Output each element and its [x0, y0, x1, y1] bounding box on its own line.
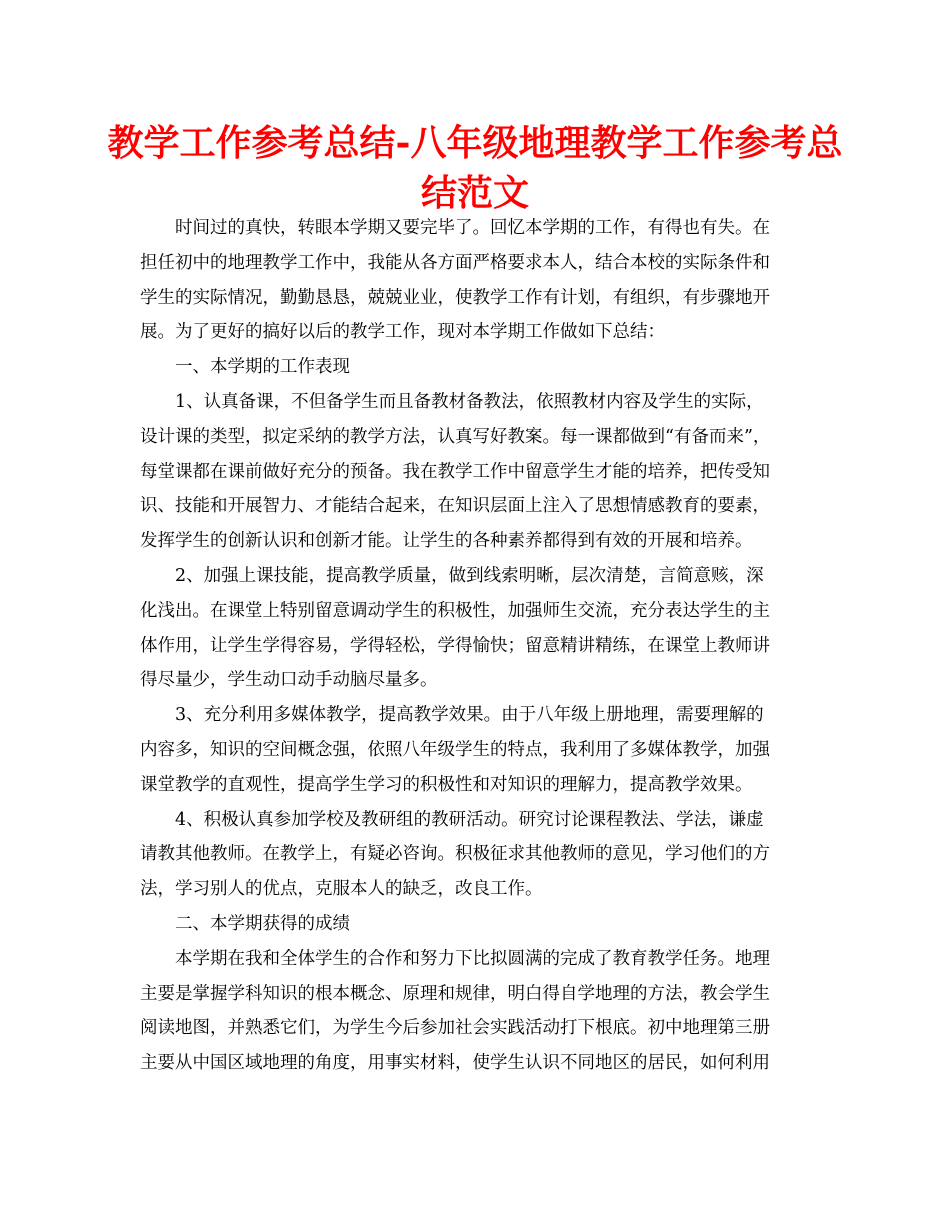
document-body	[140, 211, 816, 1081]
paragraph-line: 1、认真备课，不但备学生而且备教材备教法，依照教材内容及学生的实际，	[175, 391, 764, 412]
paragraph	[140, 803, 816, 907]
paragraph-line: 二、本学期获得的成绩	[175, 913, 350, 934]
paragraph-line: 体作用，让学生学得容易，学得轻松，学得愉快；留意精讲精练，在课堂上教师讲	[140, 635, 770, 656]
paragraph-line: 设计课的类型，拟定采纳的教学方法，认真写好教案。每一课都做到“有备而来”，	[140, 426, 771, 447]
paragraph-line: 课堂教学的直观性，提高学生学习的积极性和对知识的理解力，提高教学效果。	[140, 774, 753, 795]
paragraph-line: 内容多，知识的空间概念强，依照八年级学生的特点，我利用了多媒体教学，加强	[140, 739, 770, 760]
paragraph	[140, 350, 816, 385]
paragraph-line: 4、积极认真参加学校及教研组的教研活动。研究讨论课程教法、学法，谦虚	[175, 809, 764, 830]
paragraph-line: 本学期在我和全体学生的合作和努力下比拟圆满的完成了教育教学任务。地理	[175, 948, 770, 969]
paragraph-line: 3、充分利用多媒体教学，提高教学效果。由于八年级上册地理，需要理解的	[175, 705, 764, 726]
paragraph	[140, 559, 816, 698]
paragraph-line: 得尽量少，学生动口动手动脑尽量多。	[140, 670, 438, 691]
paragraph	[140, 385, 816, 559]
paragraph-line: 展。为了更好的搞好以后的教学工作，现对本学期工作做如下总结：	[140, 322, 665, 343]
paragraph	[140, 698, 816, 802]
paragraph-line: 每堂课都在课前做好充分的预备。我在教学工作中留意学生才能的培养，把传受知	[140, 461, 770, 482]
paragraph-line: 化浅出。在课堂上特别留意调动学生的积极性，加强师生交流，充分表达学生的主	[140, 600, 770, 621]
paragraph-line: 阅读地图，并熟悉它们，为学生今后参加社会实践活动打下根底。初中地理第三册	[140, 1018, 770, 1039]
paragraph-line: 2、加强上课技能，提高教学质量，做到线索明晰，层次清楚，言简意赅，深	[175, 565, 764, 586]
paragraph-line: 担任初中的地理教学工作中，我能从各方面严格要求本人，结合本校的实际条件和	[140, 252, 770, 273]
paragraph-line: 识、技能和开展智力、才能结合起来，在知识层面上注入了思想情感教育的要素，	[140, 496, 770, 517]
paragraph-line: 请教其他教师。在教学上，有疑必咨询。积极征求其他教师的意见，学习他们的方	[140, 844, 770, 865]
paragraph-line: 一、本学期的工作表现	[175, 357, 350, 378]
document-title: 教学工作参考总结-八年级地理教学工作参考总结范文	[107, 122, 843, 214]
paragraph-line: 主要是掌握学科知识的根本概念、原理和规律，明白得自学地理的方法，教会学生	[140, 983, 770, 1004]
paragraph	[140, 907, 816, 942]
paragraph-line: 法，学习别人的优点，克服本人的缺乏，改良工作。	[140, 879, 543, 900]
paragraph-line: 发挥学生的创新认识和创新才能。让学生的各种素养都得到有效的开展和培养。	[140, 531, 753, 552]
paragraph-line: 时间过的真快，转眼本学期又要完毕了。回忆本学期的工作，有得也有失。在	[175, 218, 770, 238]
paragraph	[140, 942, 816, 1081]
paragraph-line: 学生的实际情况，勤勤恳恳，兢兢业业，使教学工作有计划，有组织，有步骤地开	[140, 287, 770, 308]
paragraph-line: 主要从中国区域地理的角度，用事实材料，使学生认识不同地区的居民，如何利用	[140, 1053, 770, 1074]
paragraph	[140, 211, 816, 350]
